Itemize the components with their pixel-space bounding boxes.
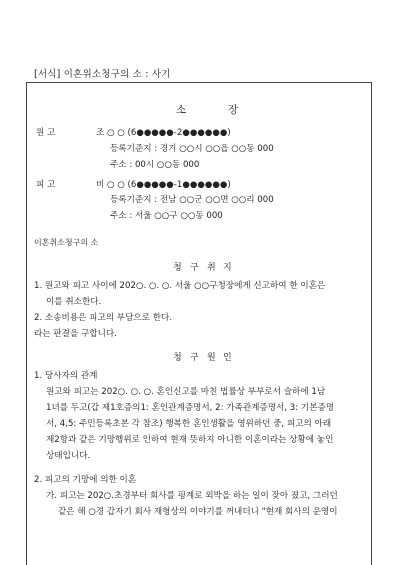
- defendant-role: 피 고: [36, 180, 56, 190]
- document-title-char: 장: [228, 104, 239, 116]
- document-title-char: 소: [176, 104, 187, 116]
- heading-char: 취: [207, 263, 216, 273]
- claim-cause-section2-heading: 2. 피고의 기망에 의한 이혼: [34, 475, 137, 485]
- claim-purpose-closing: 라는 판결을 구합니다.: [34, 329, 117, 339]
- form-header-title: [서식] 이혼위소청구의 소 : 사기: [34, 69, 171, 80]
- case-name: 이혼취소청구의 소: [34, 238, 99, 247]
- heading-char: 구: [190, 263, 199, 273]
- claim-cause-section2-line: 가. 피고는 202○.초경부터 회사를 핑계로 외박을 하는 일이 잦아 졌고, 그러던: [46, 491, 338, 501]
- heading-char: 지: [223, 263, 232, 273]
- heading-char: 청: [173, 353, 182, 363]
- claim-purpose-item1-line2: 이를 취소한다.: [46, 297, 102, 307]
- heading-char: 인: [223, 353, 232, 363]
- claim-cause-section1-line: 상태입니다.: [46, 451, 91, 461]
- heading-char: 청: [173, 263, 182, 273]
- claim-cause-section1-line: 1녀를 두고(갑 제1호증의1: 혼인관계증명서, 2: 가족관계증명서, 3: 기본증명: [46, 403, 335, 413]
- heading-char: 구: [190, 353, 199, 363]
- claim-purpose-item1-line1: 1. 원고와 피고 사이에 202○. ○. ○. 서울 ○○구청장에게 신고하여 한 이혼은: [34, 281, 326, 291]
- defendant-address: 주소 : 서울 ○○구 ○○동 000: [110, 211, 223, 221]
- claim-cause-section1-line: 원고와 피고는 202○. ○. ○. 혼인신고를 마친 법률상 부부로서 슬하에 1남: [46, 387, 326, 397]
- plaintiff-name: 조 ○ ○ (6●●●●●-2●●●●●●): [96, 128, 231, 138]
- defendant-registry: 등록기준지 : 전남 ○○군 ○○면 ○○리 000: [110, 195, 274, 205]
- plaintiff-role: 원 고: [36, 128, 56, 138]
- defendant-name: 비 ○ ○ (6●●●●●-1●●●●●●): [96, 180, 231, 190]
- heading-char: 원: [207, 353, 216, 363]
- claim-purpose-item2: 2. 소송비용은 피고의 부담으로 한다.: [34, 313, 173, 323]
- plaintiff-address: 주소 : 00시 ○○동 000: [110, 160, 200, 170]
- claim-cause-section1-line: 서, 4,5: 주민등록초본 각 참조) 행복한 혼인생활을 영위하던 중, 피고의 아래: [46, 419, 332, 429]
- claim-cause-section1-line: 제2항과 같은 기망행위로 인하여 현재 뜻하지 아니한 이혼이라는 상황에 놓인: [46, 435, 334, 445]
- claim-cause-section1-heading: 1. 당사자의 관계: [34, 371, 98, 381]
- plaintiff-registry: 등록기준지 : 경기 ○○시 ○○읍 ○○동 000: [110, 144, 274, 154]
- claim-cause-section2-line: 같은 해 ○경 갑자기 회사 재형상의 이야기를 꺼내더니 "현재 회사의 운영이: [58, 507, 338, 517]
